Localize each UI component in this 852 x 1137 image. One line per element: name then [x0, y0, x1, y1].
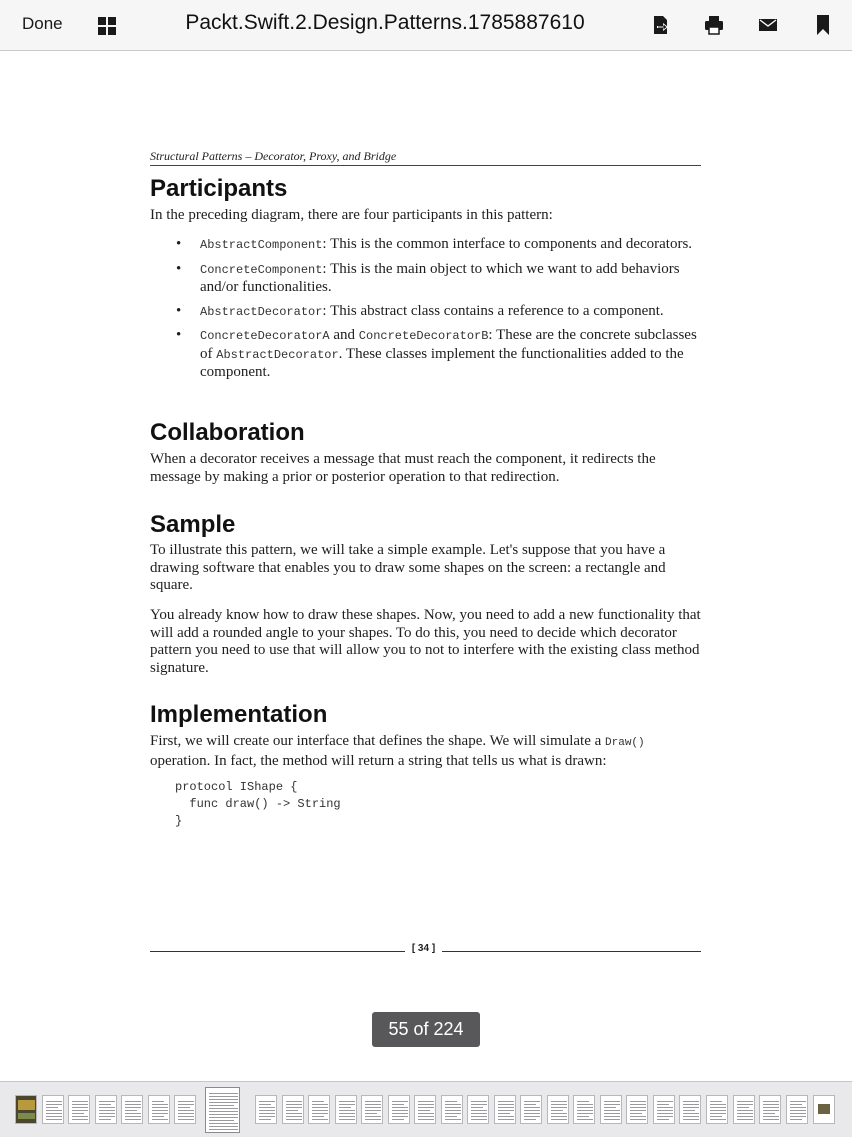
page-thumbnail[interactable] — [42, 1095, 64, 1124]
document-page — [0, 51, 852, 1081]
page-thumbnail[interactable] — [547, 1095, 569, 1124]
page-thumbnail[interactable] — [15, 1095, 37, 1124]
page-thumbnail[interactable] — [68, 1095, 90, 1124]
heading-participants: Participants — [150, 175, 288, 202]
running-head: Structural Patterns – Decorator, Proxy, and Bridge — [150, 149, 701, 166]
page-thumbnail[interactable] — [813, 1095, 835, 1124]
list-item: • ConcreteComponent: This is the main object to which we want to add behaviors and/or functionalities. — [176, 260, 680, 295]
page-thumbnail[interactable] — [174, 1095, 196, 1124]
page-thumbnail[interactable] — [441, 1095, 463, 1124]
list-item: • AbstractComponent: This is the common interface to components and decorators. — [176, 236, 693, 252]
sample-paragraph-1: To illustrate this pattern, we will take a simple example. Let's suppose that you have a drawing software that enables you to draw some shapes on the screen: a rectangle and square. — [150, 542, 666, 593]
share-icon[interactable] — [651, 15, 671, 35]
footer-rule-left — [150, 951, 405, 952]
done-button[interactable]: Done — [22, 14, 63, 33]
page-thumbnail[interactable] — [653, 1095, 675, 1124]
grid-icon[interactable] — [98, 17, 116, 35]
page-number: [ 34 ] — [411, 943, 436, 954]
participants-intro: In the preceding diagram, there are four participants in this pattern: — [150, 207, 553, 223]
bookmark-icon[interactable] — [813, 15, 833, 35]
page-thumbnail[interactable] — [388, 1095, 410, 1124]
page-thumbnail[interactable] — [679, 1095, 701, 1124]
page-thumbnail[interactable] — [282, 1095, 304, 1124]
heading-collaboration: Collaboration — [150, 419, 305, 446]
list-item: • AbstractDecorator: This abstract class contains a reference to a component. — [176, 302, 664, 319]
implementation-text: First, we will create our interface that defines the shape. We will simulate a Draw() operation. In fact, the method will return a string that tells us what is drawn: — [150, 733, 645, 769]
mail-icon[interactable] — [758, 15, 778, 35]
bullet-icon: • — [176, 302, 182, 319]
page-thumbnail[interactable] — [494, 1095, 516, 1124]
footer-rule-right — [442, 951, 701, 952]
page-thumbnail[interactable] — [335, 1095, 357, 1124]
top-toolbar — [0, 0, 852, 51]
bullet-icon: • — [176, 260, 182, 277]
page-thumbnail[interactable] — [414, 1095, 436, 1124]
heading-implementation: Implementation — [150, 701, 328, 728]
document-title: Packt.Swift.2.Design.Patterns.1785887610 — [185, 11, 585, 34]
page-thumbnail[interactable] — [205, 1087, 240, 1133]
print-icon[interactable] — [704, 15, 724, 35]
page-thumbnail[interactable] — [95, 1095, 117, 1124]
collaboration-text: When a decorator receives a message that must reach the component, it redirects the message by making a prior or posterior operation to that redirection. — [150, 451, 656, 485]
page-thumbnail[interactable] — [121, 1095, 143, 1124]
page-thumbnail[interactable] — [573, 1095, 595, 1124]
page-thumbnail[interactable] — [467, 1095, 489, 1124]
page-thumbnail[interactable] — [733, 1095, 755, 1124]
heading-sample: Sample — [150, 511, 236, 538]
bullet-icon: • — [176, 236, 182, 252]
page-thumbnail[interactable] — [759, 1095, 781, 1124]
code-block: protocol IShape { func draw() -> String } — [175, 780, 341, 828]
participants-list — [150, 236, 710, 388]
page-thumbnail[interactable] — [361, 1095, 383, 1124]
page-thumbnail[interactable] — [255, 1095, 277, 1124]
page-thumbnail[interactable] — [786, 1095, 808, 1124]
page-thumbnail[interactable] — [520, 1095, 542, 1124]
thumbnail-strip[interactable] — [0, 1081, 852, 1137]
page-thumbnail[interactable] — [308, 1095, 330, 1124]
bullet-icon: • — [176, 327, 182, 343]
page-thumbnail[interactable] — [600, 1095, 622, 1124]
page-thumbnail[interactable] — [706, 1095, 728, 1124]
page-thumbnail[interactable] — [148, 1095, 170, 1124]
page-indicator: 55 of 224 — [372, 1012, 480, 1047]
page-thumbnail[interactable] — [626, 1095, 648, 1124]
sample-paragraph-2: You already know how to draw these shapes. Now, you need to add a new functionality that will add a rounded angle to your shapes. To do this, you need to decide which decorator pattern you need to use that will allow you to not to interfere with the existing class method signature. — [150, 607, 701, 676]
list-item: • ConcreteDecoratorA and ConcreteDecoratorB: These are the concrete subclasses of AbstractDecorator. These classes implement the functionalities added to the component. — [176, 327, 697, 380]
